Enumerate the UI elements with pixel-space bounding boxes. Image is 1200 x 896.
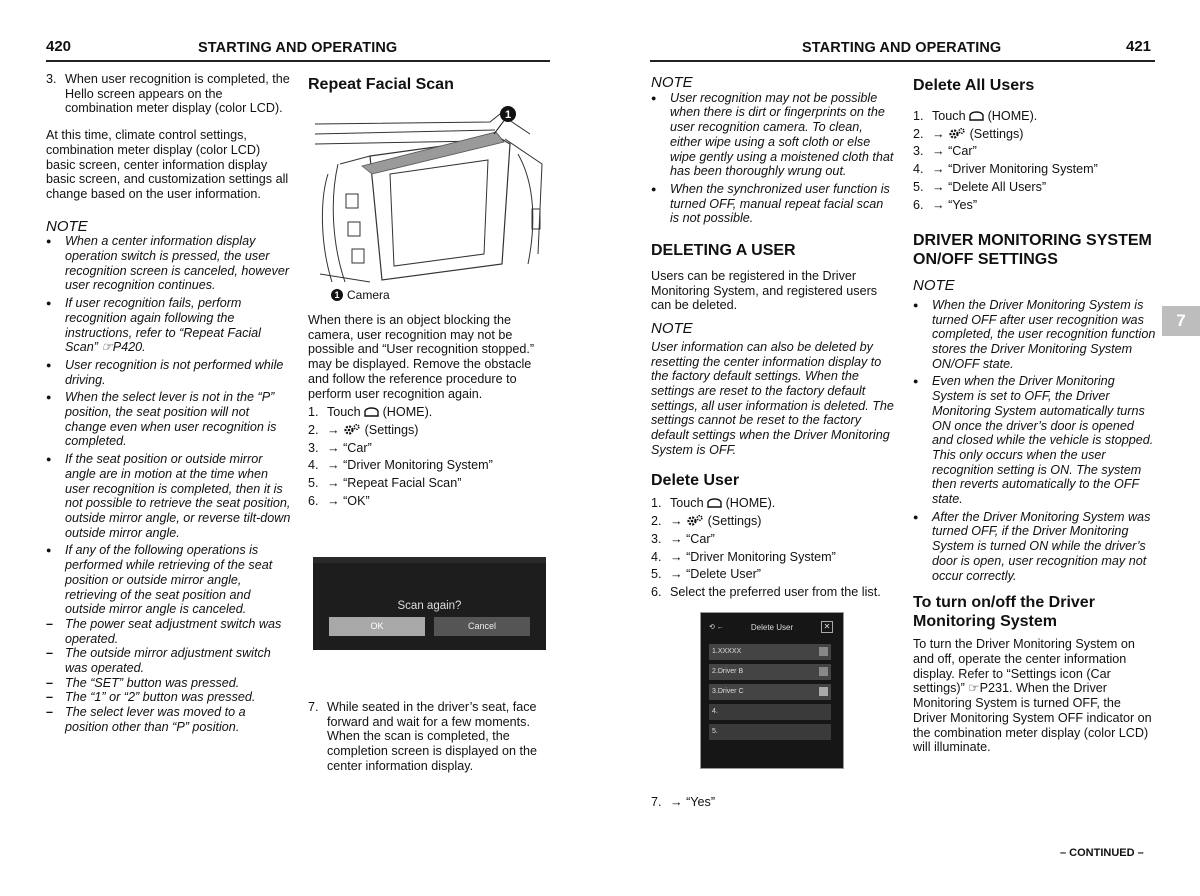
step-1: 1. Touch (HOME). — [308, 405, 433, 420]
section-title-delete-all-users: Delete All Users — [913, 77, 1035, 94]
header-rule-right — [650, 60, 1155, 62]
dash-item: – The outside mirror adjustment switch was operated. — [46, 646, 291, 675]
user-row[interactable]: 3.Driver C — [709, 684, 831, 700]
step-3: 3. → “Car” — [913, 144, 977, 159]
note-bullet: ● When the synchronized user function is turned OFF, manual repeat facial scan is not possible. — [651, 182, 895, 226]
left-column-2-body — [308, 313, 552, 511]
turn-on-off-paragraph: To turn the Driver Monitoring System on and off, operate the center information display. Refer to “Settings icon (Car settings)” ☞P231. When the Driver Monitoring System is turned OFF, the Driver Monitoring System OFF indicator on the combination meter display (color LCD) will illuminate. — [913, 637, 1152, 755]
caption-badge: 1 — [331, 289, 343, 301]
step-5: 5. → “Delete All Users” — [913, 179, 1047, 194]
continued-label: – CONTINUED – — [1060, 847, 1144, 859]
right-step-7-block — [651, 795, 895, 813]
home-icon — [707, 497, 722, 508]
sub-title-delete-user: Delete User — [651, 472, 740, 490]
section-title-repeat-facial-scan: Repeat Facial Scan — [308, 76, 454, 93]
step-7: 7. While seated in the driver’s seat, face forward and wait for a few moments. When the scan is completed, the completion screen is displayed on the center information display. — [308, 700, 538, 773]
figure-caption — [331, 288, 390, 302]
step-1: 1. Touch (HOME). — [913, 109, 1038, 123]
right-column-1 — [651, 76, 895, 603]
home-icon — [364, 406, 379, 417]
step-4: 4. → “Driver Monitoring System” — [913, 162, 1098, 177]
delete-all-steps — [913, 109, 1156, 212]
user-row[interactable]: 2.Driver B — [709, 664, 831, 680]
scan-again-question: Scan again? — [397, 600, 462, 612]
right-column-2 — [913, 76, 1156, 755]
note-bullet: ● User recognition may not be possible when there is dirt or fingerprints on the user recognition camera. To clean, either wipe using a soft cloth or else wipe gently using a moistened cloth that has been thoroughly wrung out. — [651, 91, 895, 179]
camera-illustration — [310, 104, 550, 286]
settings-icon — [686, 514, 704, 527]
avatar-icon — [819, 647, 828, 656]
avatar-icon — [819, 667, 828, 676]
note-title: NOTE — [46, 217, 88, 235]
step-2: 2. → (Settings) — [651, 514, 762, 529]
left-column-2 — [308, 75, 551, 94]
close-icon[interactable]: ✕ — [821, 621, 833, 633]
step-3: 3. When user recognition is completed, the Hello screen appears on the combination meter display (color LCD). — [46, 72, 290, 116]
dash-item: – The “SET” button was pressed. — [46, 676, 291, 691]
avatar-icon — [819, 687, 828, 696]
step-7: 7. → “Yes” — [651, 795, 716, 809]
step-7-block — [308, 700, 552, 777]
step-5: 5. → “Delete User” — [651, 567, 761, 582]
scan-again-screenshot — [313, 557, 546, 650]
step-2: 2. → (Settings) — [308, 422, 419, 437]
sub-title-turn-on-off: To turn on/off the Driver Monitoring System — [913, 594, 1095, 631]
left-column-1 — [46, 72, 291, 735]
section-title-deleting-a-user: DELETING A USER — [651, 242, 796, 260]
note-title: NOTE — [913, 277, 955, 295]
dialog-title: Delete User — [750, 623, 794, 632]
running-header-left: STARTING AND OPERATING — [198, 40, 398, 56]
note2-title: NOTE — [651, 320, 693, 338]
dash-item: – The power seat adjustment switch was operated. — [46, 617, 291, 646]
deleting-paragraph: Users can be registered in the Driver Monitoring System, and registered users can be deleted. — [651, 269, 878, 313]
cancel-button[interactable]: Cancel — [434, 617, 530, 636]
step-4: 4. → “Driver Monitoring System” — [308, 458, 493, 473]
ok-button[interactable]: OK — [329, 617, 425, 636]
dash-list — [46, 617, 291, 735]
note-title: NOTE — [651, 74, 693, 91]
page-number-left: 420 — [46, 38, 72, 55]
info-paragraph: At this time, climate control settings, combination meter display (color LCD) basic screen, center information display basic screen, and customization settings all change based on the user information. — [46, 128, 289, 201]
repeat-scan-steps — [308, 405, 552, 508]
step-5: 5. → “Repeat Facial Scan” — [308, 476, 462, 491]
note2-text: User information can also be deleted by resetting the center information display to the factory default settings. When the settings are reset to the factory default settings, all user information is deleted. The settings cannot be reset to the factory default settings when the Driver Monitoring System is OFF. — [651, 339, 894, 457]
note-bullet: ● When the Driver Monitoring System is turned OFF after user recognition was completed, the user recognition function stores the Driver Monitoring System ON/OFF state. — [913, 298, 1156, 372]
note-bullets — [651, 91, 895, 226]
note-bullet: ● If user recognition fails, perform recognition again following the instructions, refer to “Repeat Facial Scan” ☞P420. — [46, 296, 291, 355]
back-button[interactable]: ⟲ ← — [709, 624, 724, 631]
note-bullet: ● After the Driver Monitoring System was turned OFF, if the Driver Monitoring System is turned ON while the driver’s door is open, user recognition may not occur correctly. — [913, 510, 1156, 584]
settings-icon — [343, 423, 361, 436]
home-icon — [969, 110, 984, 121]
dash-item: – The select lever was moved to a position other than “P” position. — [46, 705, 291, 734]
step-6: 6. Select the preferred user from the list. — [651, 584, 881, 599]
step-3: 3. → “Car” — [651, 531, 715, 546]
section-title-dms-on-off: DRIVER MONITORING SYSTEM ON/OFF SETTINGS — [913, 232, 1152, 269]
step-2: 2. → (Settings) — [913, 126, 1024, 141]
callout-number: 1 — [504, 109, 512, 121]
page-number-right: 421 — [1126, 38, 1152, 55]
note-bullet: ● User recognition is not performed while driving. — [46, 358, 291, 387]
header-rule-left — [46, 60, 550, 62]
note-bullet: ● When a center information display operation switch is pressed, the user recognition screen is canceled, however user recognition continues. — [46, 234, 291, 293]
note-bullet: ● Even when the Driver Monitoring System is set to OFF, the Driver Monitoring System automatically turns ON once the driver’s door is opened and closed while the vehicle is stopped. This only occurs when the user recognition setting is ON. The system then reverts automatically to the OFF state. — [913, 374, 1156, 506]
user-row[interactable]: 1.XXXXX — [709, 644, 831, 660]
step-3-text: When user recognition is completed, the Hello screen appears on the combination meter display (color LCD). — [65, 72, 290, 116]
step-3: 3. → “Car” — [308, 440, 372, 455]
obstacle-paragraph: When there is an object blocking the camera, user recognition may not be possible and “User recognition stopped.” may be displayed. Remove the obstacle and follow the reference procedure to perform user recognition again. — [308, 313, 535, 401]
chapter-tab: 7 — [1162, 306, 1200, 336]
user-row[interactable]: 4. — [709, 704, 831, 720]
note-bullet: ● If the seat position or outside mirror angle are in motion at the time when user recognition is completed, then it is not possible to retrieve the seat position, outside mirror angle, or reverse tilt-down outside mirror angle. — [46, 452, 291, 540]
delete-user-steps — [651, 496, 895, 599]
user-row[interactable]: 5. — [709, 724, 831, 740]
caption-text: Camera — [347, 288, 390, 302]
running-header-right: STARTING AND OPERATING — [802, 40, 1002, 56]
note-bullets — [46, 234, 291, 617]
delete-user-screenshot — [700, 612, 844, 769]
step-6: 6. → “Yes” — [913, 197, 978, 212]
settings-icon — [948, 127, 966, 140]
note-bullet: ● If any of the following operations is performed while retrieving of the seat position or outside mirror angle, retrieving of the seat position and outside mirror angle is canceled. — [46, 543, 291, 617]
dash-item: – The “1” or “2” button was pressed. — [46, 690, 291, 705]
note-bullets — [913, 298, 1156, 583]
step-1: 1. Touch (HOME). — [651, 496, 776, 511]
note-bullet: ● When the select lever is not in the “P” position, the seat position will not change even when user recognition is completed. — [46, 390, 291, 449]
step-6: 6. → “OK” — [308, 493, 370, 508]
step-4: 4. → “Driver Monitoring System” — [651, 549, 836, 564]
